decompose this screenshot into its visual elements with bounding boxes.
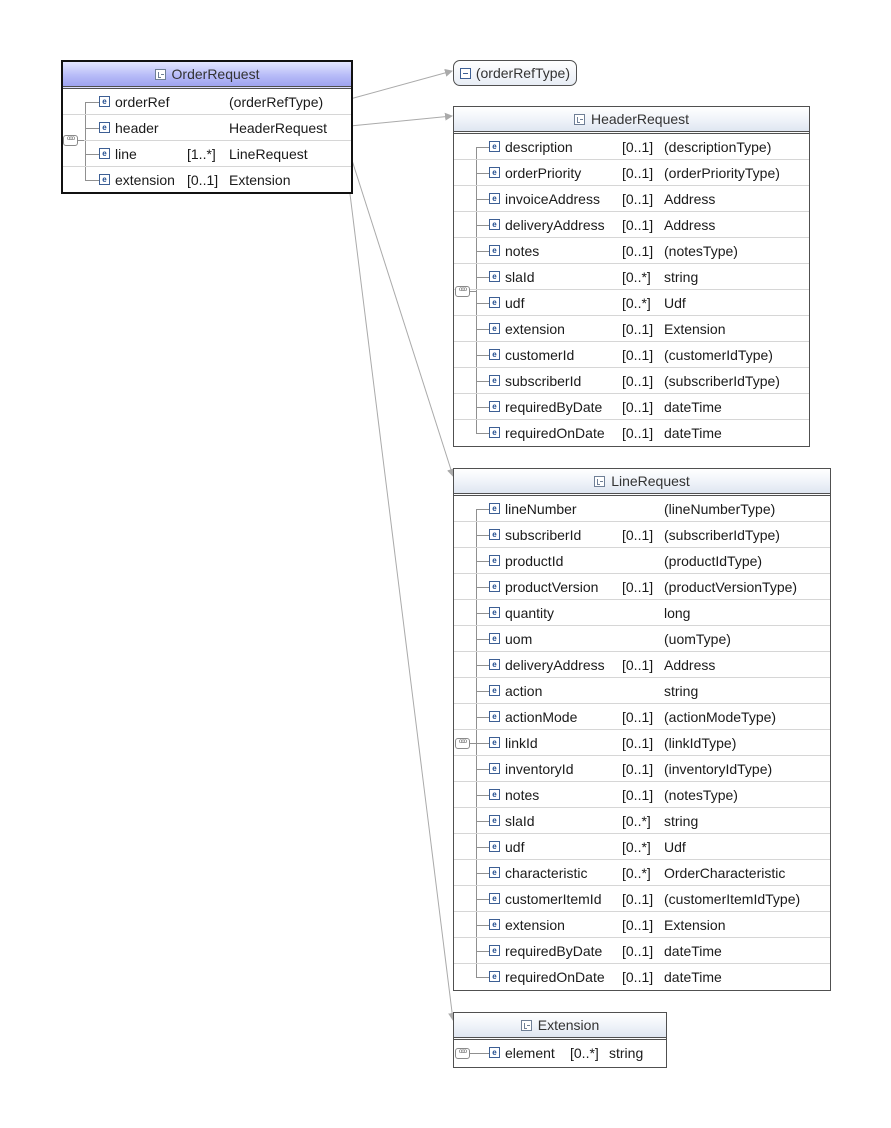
element-type: Extension [229,172,291,188]
element-row[interactable] [454,652,830,678]
header-request-rows [454,134,809,446]
element-name: orderRef [115,94,170,110]
element-icon: e [99,122,110,133]
element-icon: e [489,167,500,178]
element-row[interactable] [63,89,351,115]
element-type: (linkIdType) [664,735,737,751]
sequence-icon[interactable]: ooo [455,738,470,749]
element-type: OrderCharacteristic [664,865,786,881]
extension-title: Extension [537,1017,600,1033]
element-row[interactable] [454,342,809,368]
element-cardinality: [0..*] [622,813,651,829]
element-row[interactable] [454,808,830,834]
element-type: (subscriberIdType) [664,527,780,543]
element-icon: e [489,607,500,618]
element-icon: e [489,945,500,956]
element-cardinality: [0..1] [622,657,654,673]
element-cardinality: [0..1] [622,321,654,337]
element-row[interactable] [454,212,809,238]
element-type: string [664,683,699,699]
element-type: (actionModeType) [664,709,777,725]
element-icon: e [489,193,500,204]
element-name: udf [505,839,525,855]
element-type: Extension [664,321,726,337]
element-type: (productIdType) [664,553,763,569]
element-row[interactable] [454,160,809,186]
sequence-link [470,743,476,744]
element-type: (lineNumberType) [664,501,776,517]
element-name: productId [505,553,564,569]
element-row[interactable] [454,912,830,938]
element-name: header [115,120,159,136]
element-icon: e [489,893,500,904]
element-name: deliveryAddress [505,657,605,673]
element-name: description [505,139,573,155]
element-row[interactable] [454,316,809,342]
element-icon: e [489,815,500,826]
element-name: line [115,146,137,162]
element-icon: e [489,375,500,386]
element-type: string [664,813,699,829]
sequence-link [470,291,476,292]
header-request-header[interactable] [454,107,809,134]
element-row[interactable] [454,394,809,420]
element-icon: e [489,141,500,152]
element-icon: e [489,633,500,644]
element-name: actionMode [505,709,578,725]
element-cardinality: [0..1] [622,709,654,725]
element-icon: e [489,685,500,696]
element-type: LineRequest [229,146,308,162]
element-row[interactable] [454,678,830,704]
element-row[interactable] [454,522,830,548]
element-cardinality: [0..*] [622,839,651,855]
order-ref-type-title: (orderRefType) [475,65,570,81]
element-name: deliveryAddress [505,217,605,233]
element-name: action [505,683,543,699]
element-name: extension [115,172,175,188]
element-icon: e [489,867,500,878]
element-type: (productVersionType) [664,579,798,595]
connector-orderref [350,71,452,99]
element-cardinality: [0..*] [622,269,651,285]
element-cardinality: [0..1] [622,217,654,233]
element-cardinality: [0..1] [622,373,654,389]
element-cardinality: [0..1] [622,347,654,363]
element-row[interactable] [454,420,809,446]
complex-type-icon [521,1020,532,1031]
element-name: lineNumber [505,501,577,517]
element-cardinality: [0..1] [622,943,654,959]
extension-header[interactable] [454,1013,666,1040]
order-request-title: OrderRequest [171,66,260,82]
order-request-box[interactable] [61,60,353,194]
element-icon: e [489,297,500,308]
element-icon: e [99,174,110,185]
element-cardinality: [0..1] [622,891,654,907]
element-type: Address [664,657,716,673]
element-name: subscriberId [505,373,582,389]
element-name: requiredByDate [505,399,603,415]
element-cardinality: [0..1] [187,172,219,188]
sequence-link [78,140,84,141]
element-icon: e [489,919,500,930]
element-icon: e [489,427,500,438]
element-row[interactable] [63,141,351,167]
element-icon: e [489,711,500,722]
element-cardinality: [0..*] [570,1045,599,1061]
element-type: dateTime [664,399,722,415]
element-cardinality: [0..1] [622,579,654,595]
element-row[interactable] [454,964,830,990]
element-type: long [664,605,691,621]
connector-header [350,116,452,126]
element-row[interactable] [454,1040,666,1066]
element-icon: e [489,789,500,800]
complex-type-icon [594,476,605,487]
element-icon: e [489,503,500,514]
complex-type-icon [574,114,585,125]
element-name: requiredOnDate [505,969,605,985]
order-request-header[interactable] [63,62,351,89]
element-cardinality: [0..1] [622,787,654,803]
element-name: udf [505,295,525,311]
connector-extension [348,178,453,1020]
element-type: dateTime [664,969,722,985]
element-icon: e [489,271,500,282]
element-icon: e [489,581,500,592]
element-name: notes [505,243,540,259]
element-icon: e [489,763,500,774]
element-row[interactable] [454,368,809,394]
element-type: (notesType) [664,787,738,803]
element-row[interactable] [454,548,830,574]
element-row[interactable] [454,600,830,626]
element-icon: e [489,659,500,670]
element-icon: e [99,96,110,107]
element-row[interactable] [454,938,830,964]
element-row[interactable] [454,626,830,652]
element-cardinality: [0..1] [622,139,654,155]
element-row[interactable] [454,238,809,264]
sequence-icon[interactable]: ooo [455,1048,470,1059]
element-name: customerItemId [505,891,602,907]
element-name: slaId [505,269,535,285]
simple-type-icon [460,68,471,79]
element-row[interactable] [454,574,830,600]
element-row[interactable] [454,756,830,782]
element-type: (notesType) [664,243,738,259]
element-type: Udf [664,295,686,311]
element-name: notes [505,787,540,803]
element-icon: e [489,219,500,230]
element-cardinality: [0..1] [622,243,654,259]
element-cardinality: [0..1] [622,399,654,415]
element-name: requiredByDate [505,943,603,959]
element-name: linkId [505,735,538,751]
header-request-title: HeaderRequest [590,111,690,127]
sequence-link [470,1053,476,1054]
element-icon: e [489,1047,500,1058]
element-cardinality: [0..1] [622,761,654,777]
element-icon: e [489,349,500,360]
element-cardinality: [0..1] [622,735,654,751]
element-name: productVersion [505,579,599,595]
element-row[interactable] [454,834,830,860]
element-type: Address [664,191,716,207]
element-row[interactable] [454,886,830,912]
element-row[interactable] [454,782,830,808]
line-request-box[interactable] [453,468,831,991]
element-type: Extension [664,917,726,933]
element-name: invoiceAddress [505,191,600,207]
element-row[interactable] [454,496,830,522]
element-icon: e [99,148,110,159]
order-ref-type-box[interactable] [453,60,577,86]
element-type: (customerIdType) [664,347,773,363]
element-icon: e [489,245,500,256]
element-type: dateTime [664,425,722,441]
complex-type-icon [155,69,166,80]
element-cardinality: [0..1] [622,969,654,985]
line-request-rows [454,496,830,990]
element-cardinality: [1..*] [187,146,216,162]
element-name: inventoryId [505,761,574,777]
element-type: HeaderRequest [229,120,328,136]
element-name: uom [505,631,533,647]
sequence-icon[interactable]: ooo [63,135,78,146]
extension-rows [454,1040,666,1066]
element-type: Udf [664,839,686,855]
element-cardinality: [0..*] [622,865,651,881]
element-icon: e [489,401,500,412]
connector-line [350,154,453,476]
element-icon: e [489,323,500,334]
element-row[interactable] [454,290,809,316]
line-request-title: LineRequest [611,473,690,489]
element-cardinality: [0..1] [622,527,654,543]
element-icon: e [489,737,500,748]
element-name: subscriberId [505,527,582,543]
element-type: (customerItemIdType) [664,891,801,907]
element-row[interactable] [454,134,809,160]
element-type: (inventoryIdType) [664,761,773,777]
line-request-header[interactable] [454,469,830,496]
element-type: (descriptionType) [664,139,772,155]
element-type: (orderRefType) [229,94,324,110]
element-cardinality: [0..1] [622,165,654,181]
element-icon: e [489,529,500,540]
element-row[interactable] [454,186,809,212]
element-name: extension [505,917,565,933]
element-name: quantity [505,605,555,621]
element-row[interactable] [454,264,809,290]
element-icon: e [489,555,500,566]
element-row[interactable] [63,167,351,193]
element-row[interactable] [454,730,830,756]
element-name: orderPriority [505,165,582,181]
element-cardinality: [0..1] [622,191,654,207]
element-name: requiredOnDate [505,425,605,441]
element-row[interactable] [454,704,830,730]
element-name: extension [505,321,565,337]
element-cardinality: [0..*] [622,295,651,311]
order-request-rows [63,89,351,193]
element-type: dateTime [664,943,722,959]
element-name: slaId [505,813,535,829]
header-request-box[interactable] [453,106,810,447]
element-type: string [609,1045,644,1061]
element-cardinality: [0..1] [622,425,654,441]
element-icon: e [489,971,500,982]
extension-box[interactable] [453,1012,667,1068]
element-type: (uomType) [664,631,731,647]
element-type: (orderPriorityType) [664,165,780,181]
element-type: (subscriberIdType) [664,373,780,389]
element-type: Address [664,217,716,233]
element-cardinality: [0..1] [622,917,654,933]
element-row[interactable] [454,860,830,886]
element-type: string [664,269,699,285]
element-name: characteristic [505,865,588,881]
sequence-icon[interactable]: ooo [455,286,470,297]
element-name: element [505,1045,555,1061]
element-icon: e [489,841,500,852]
element-row[interactable] [63,115,351,141]
element-name: customerId [505,347,575,363]
